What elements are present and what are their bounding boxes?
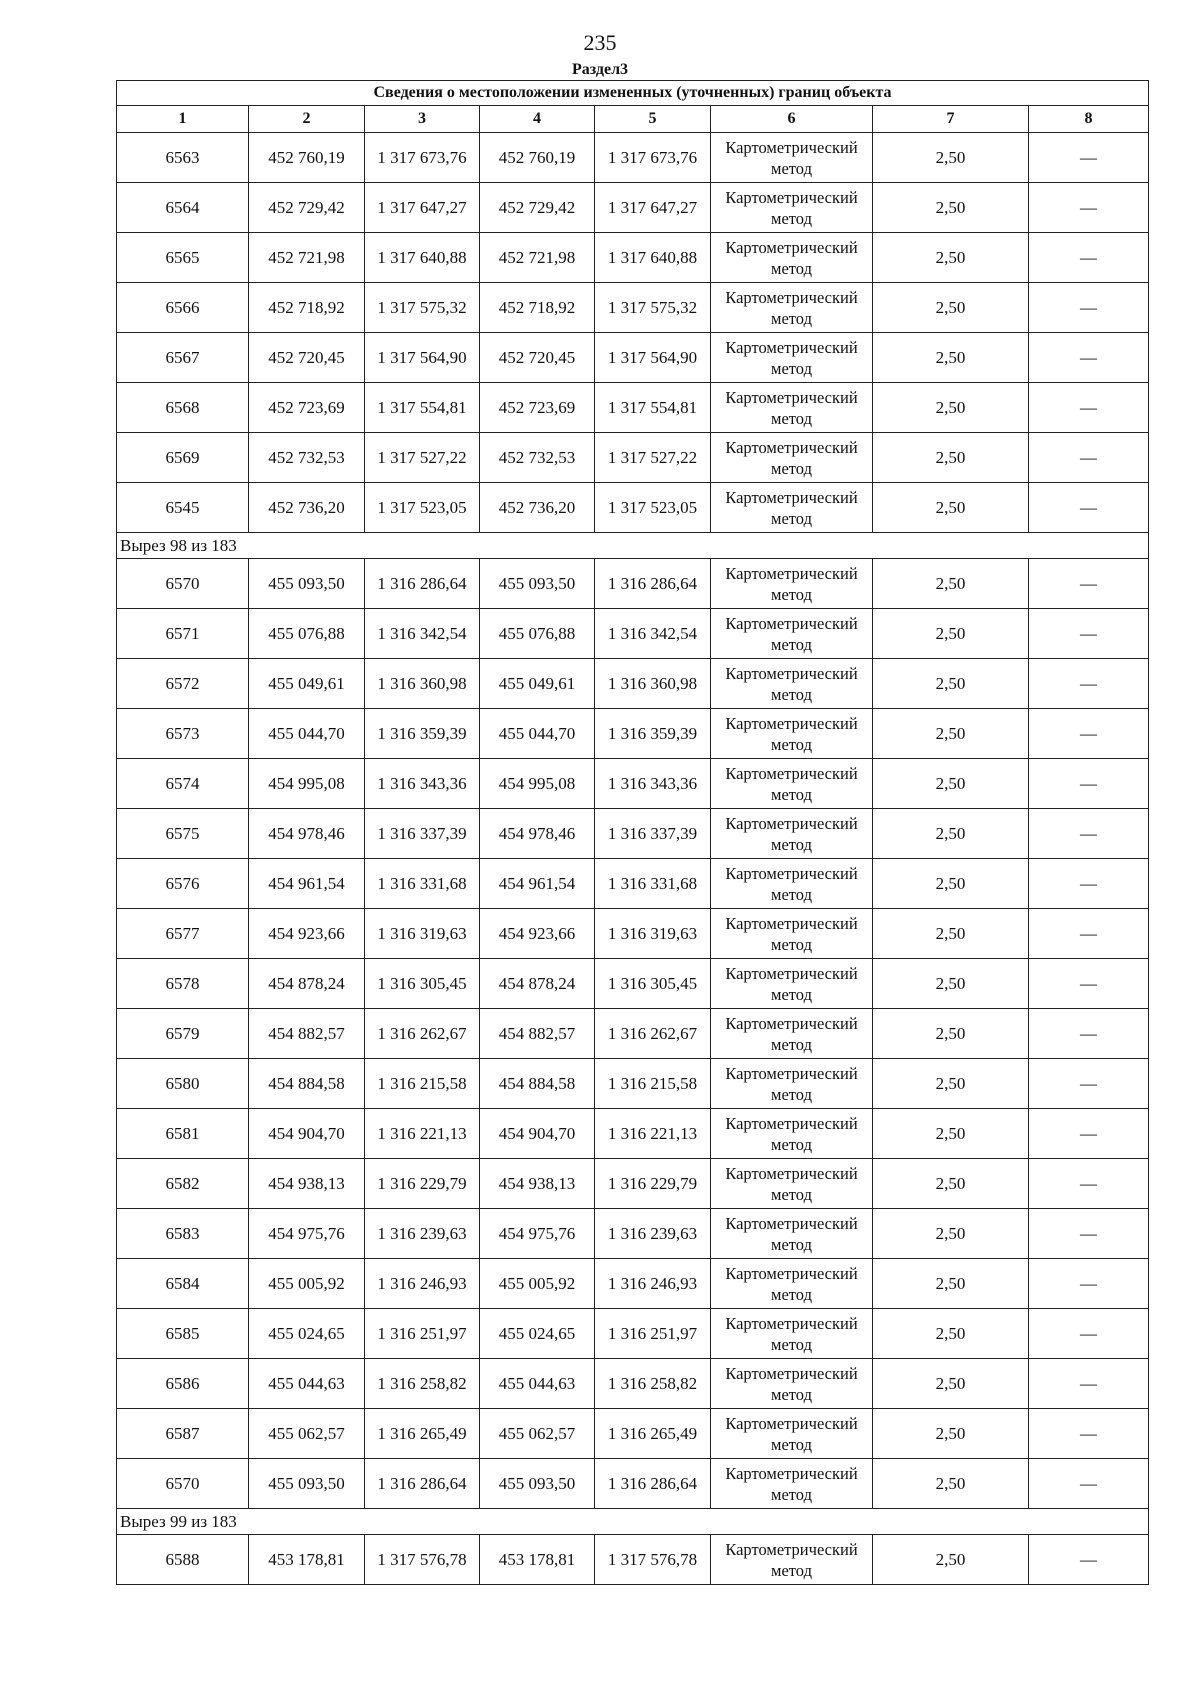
cell-x-old: 454 878,24 bbox=[249, 959, 365, 1009]
cell-accuracy: 2,50 bbox=[873, 909, 1029, 959]
cell-method: Картометрический метод bbox=[711, 1359, 873, 1409]
cutout-label: Вырез 99 из 183 bbox=[117, 1509, 1149, 1535]
cell-y-old: 1 316 239,63 bbox=[365, 1209, 480, 1259]
cell-point-number: 6564 bbox=[117, 183, 249, 233]
cell-accuracy: 2,50 bbox=[873, 659, 1029, 709]
cell-note: — bbox=[1029, 1259, 1149, 1309]
column-header: 6 bbox=[711, 106, 873, 133]
cell-method: Картометрический метод bbox=[711, 383, 873, 433]
cell-method: Картометрический метод bbox=[711, 609, 873, 659]
cell-accuracy: 2,50 bbox=[873, 1409, 1029, 1459]
cell-x-new: 454 961,54 bbox=[480, 859, 595, 909]
cell-y-new: 1 317 527,22 bbox=[595, 433, 711, 483]
cell-x-old: 454 904,70 bbox=[249, 1109, 365, 1159]
cell-x-old: 454 923,66 bbox=[249, 909, 365, 959]
cell-point-number: 6585 bbox=[117, 1309, 249, 1359]
cell-y-new: 1 316 215,58 bbox=[595, 1059, 711, 1109]
table-row bbox=[117, 959, 1149, 1009]
cell-x-new: 454 878,24 bbox=[480, 959, 595, 1009]
cell-x-new: 452 718,92 bbox=[480, 283, 595, 333]
cell-note: — bbox=[1029, 483, 1149, 533]
cell-point-number: 6565 bbox=[117, 233, 249, 283]
cell-point-number: 6582 bbox=[117, 1159, 249, 1209]
cell-note: — bbox=[1029, 1009, 1149, 1059]
cell-accuracy: 2,50 bbox=[873, 1009, 1029, 1059]
cell-accuracy: 2,50 bbox=[873, 1359, 1029, 1409]
page-number: 235 bbox=[583, 30, 617, 55]
cell-y-new: 1 316 258,82 bbox=[595, 1359, 711, 1409]
cell-x-new: 454 938,13 bbox=[480, 1159, 595, 1209]
cell-note: — bbox=[1029, 283, 1149, 333]
cell-y-old: 1 316 343,36 bbox=[365, 759, 480, 809]
cell-x-new: 455 062,57 bbox=[480, 1409, 595, 1459]
cell-y-old: 1 316 342,54 bbox=[365, 609, 480, 659]
cell-y-new: 1 316 360,98 bbox=[595, 659, 711, 709]
cell-x-old: 452 736,20 bbox=[249, 483, 365, 533]
cell-x-new: 455 044,63 bbox=[480, 1359, 595, 1409]
cell-method: Картометрический метод bbox=[711, 333, 873, 383]
table-row bbox=[117, 1209, 1149, 1259]
cell-x-new: 454 882,57 bbox=[480, 1009, 595, 1059]
cell-y-new: 1 316 265,49 bbox=[595, 1409, 711, 1459]
cell-note: — bbox=[1029, 1209, 1149, 1259]
table-row bbox=[117, 1359, 1149, 1409]
cell-note: — bbox=[1029, 1109, 1149, 1159]
cell-y-old: 1 317 523,05 bbox=[365, 483, 480, 533]
table-row bbox=[117, 1159, 1149, 1209]
cell-y-new: 1 317 673,76 bbox=[595, 133, 711, 183]
cell-x-old: 452 721,98 bbox=[249, 233, 365, 283]
cell-point-number: 6583 bbox=[117, 1209, 249, 1259]
cell-x-old: 455 024,65 bbox=[249, 1309, 365, 1359]
cell-method: Картометрический метод bbox=[711, 1259, 873, 1309]
cell-accuracy: 2,50 bbox=[873, 1535, 1029, 1585]
table-row bbox=[117, 609, 1149, 659]
cell-method: Картометрический метод bbox=[711, 759, 873, 809]
cell-point-number: 6579 bbox=[117, 1009, 249, 1059]
cell-accuracy: 2,50 bbox=[873, 959, 1029, 1009]
cell-method: Картометрический метод bbox=[711, 1009, 873, 1059]
cell-x-old: 452 723,69 bbox=[249, 383, 365, 433]
cell-y-old: 1 316 319,63 bbox=[365, 909, 480, 959]
cell-note: — bbox=[1029, 1059, 1149, 1109]
table-row bbox=[117, 759, 1149, 809]
table-caption: Сведения о местоположении измененных (уточненных) границ объекта bbox=[117, 81, 1149, 106]
cell-point-number: 6573 bbox=[117, 709, 249, 759]
cell-x-new: 455 049,61 bbox=[480, 659, 595, 709]
cell-y-new: 1 317 554,81 bbox=[595, 383, 711, 433]
cell-note: — bbox=[1029, 433, 1149, 483]
cell-x-old: 454 978,46 bbox=[249, 809, 365, 859]
table-row bbox=[117, 1009, 1149, 1059]
cell-x-new: 453 178,81 bbox=[480, 1535, 595, 1585]
cell-y-old: 1 316 359,39 bbox=[365, 709, 480, 759]
cell-x-new: 454 884,58 bbox=[480, 1059, 595, 1109]
cell-accuracy: 2,50 bbox=[873, 183, 1029, 233]
cell-accuracy: 2,50 bbox=[873, 559, 1029, 609]
cell-x-new: 452 729,42 bbox=[480, 183, 595, 233]
cell-point-number: 6580 bbox=[117, 1059, 249, 1109]
cell-point-number: 6576 bbox=[117, 859, 249, 909]
cell-point-number: 6563 bbox=[117, 133, 249, 183]
cell-x-new: 454 923,66 bbox=[480, 909, 595, 959]
cell-y-new: 1 316 286,64 bbox=[595, 559, 711, 609]
cell-method: Картометрический метод bbox=[711, 909, 873, 959]
cell-y-new: 1 316 229,79 bbox=[595, 1159, 711, 1209]
cell-y-new: 1 316 262,67 bbox=[595, 1009, 711, 1059]
cell-method: Картометрический метод bbox=[711, 959, 873, 1009]
cell-y-old: 1 316 251,97 bbox=[365, 1309, 480, 1359]
cell-y-old: 1 317 554,81 bbox=[365, 383, 480, 433]
cell-method: Картометрический метод bbox=[711, 659, 873, 709]
column-header: 7 bbox=[873, 106, 1029, 133]
cell-x-new: 455 044,70 bbox=[480, 709, 595, 759]
cell-x-old: 454 884,58 bbox=[249, 1059, 365, 1109]
cell-x-old: 454 995,08 bbox=[249, 759, 365, 809]
cell-point-number: 6574 bbox=[117, 759, 249, 809]
cell-accuracy: 2,50 bbox=[873, 1459, 1029, 1509]
cell-y-new: 1 316 221,13 bbox=[595, 1109, 711, 1159]
cell-y-old: 1 316 229,79 bbox=[365, 1159, 480, 1209]
cell-point-number: 6588 bbox=[117, 1535, 249, 1585]
cell-y-old: 1 317 576,78 bbox=[365, 1535, 480, 1585]
cell-x-old: 452 720,45 bbox=[249, 333, 365, 383]
cell-method: Картометрический метод bbox=[711, 1409, 873, 1459]
cell-method: Картометрический метод bbox=[711, 1159, 873, 1209]
cell-note: — bbox=[1029, 1459, 1149, 1509]
column-header: 3 bbox=[365, 106, 480, 133]
cell-y-old: 1 317 527,22 bbox=[365, 433, 480, 483]
cell-note: — bbox=[1029, 233, 1149, 283]
cell-accuracy: 2,50 bbox=[873, 759, 1029, 809]
cutout-row bbox=[117, 1509, 1149, 1535]
table-row bbox=[117, 709, 1149, 759]
column-header: 5 bbox=[595, 106, 711, 133]
cell-note: — bbox=[1029, 1359, 1149, 1409]
cell-note: — bbox=[1029, 183, 1149, 233]
cell-x-old: 455 049,61 bbox=[249, 659, 365, 709]
cell-method: Картометрический метод bbox=[711, 133, 873, 183]
cell-y-old: 1 317 673,76 bbox=[365, 133, 480, 183]
cell-y-new: 1 317 523,05 bbox=[595, 483, 711, 533]
cell-note: — bbox=[1029, 609, 1149, 659]
cell-y-new: 1 316 331,68 bbox=[595, 859, 711, 909]
cell-point-number: 6577 bbox=[117, 909, 249, 959]
cell-accuracy: 2,50 bbox=[873, 1259, 1029, 1309]
cell-x-old: 452 718,92 bbox=[249, 283, 365, 333]
cell-note: — bbox=[1029, 1535, 1149, 1585]
cell-method: Картометрический метод bbox=[711, 859, 873, 909]
column-header: 2 bbox=[249, 106, 365, 133]
table-row bbox=[117, 1259, 1149, 1309]
section-title: Раздел3 bbox=[571, 61, 629, 78]
cell-note: — bbox=[1029, 759, 1149, 809]
cell-point-number: 6575 bbox=[117, 809, 249, 859]
cell-y-new: 1 316 305,45 bbox=[595, 959, 711, 1009]
cell-accuracy: 2,50 bbox=[873, 383, 1029, 433]
cell-x-old: 455 044,63 bbox=[249, 1359, 365, 1409]
cell-x-old: 455 044,70 bbox=[249, 709, 365, 759]
cell-x-new: 454 904,70 bbox=[480, 1109, 595, 1159]
cell-accuracy: 2,50 bbox=[873, 133, 1029, 183]
cell-point-number: 6569 bbox=[117, 433, 249, 483]
cell-accuracy: 2,50 bbox=[873, 809, 1029, 859]
cell-note: — bbox=[1029, 1309, 1149, 1359]
cell-x-new: 455 076,88 bbox=[480, 609, 595, 659]
table-body bbox=[117, 133, 1149, 1585]
cell-method: Картометрический метод bbox=[711, 283, 873, 333]
cell-y-old: 1 316 258,82 bbox=[365, 1359, 480, 1409]
cell-y-old: 1 316 215,58 bbox=[365, 1059, 480, 1109]
cell-note: — bbox=[1029, 859, 1149, 909]
cell-method: Картометрический метод bbox=[711, 809, 873, 859]
cell-x-new: 454 975,76 bbox=[480, 1209, 595, 1259]
cell-method: Картометрический метод bbox=[711, 233, 873, 283]
cell-y-new: 1 317 564,90 bbox=[595, 333, 711, 383]
cell-x-new: 455 093,50 bbox=[480, 559, 595, 609]
cell-x-new: 452 732,53 bbox=[480, 433, 595, 483]
cutout-row bbox=[117, 533, 1149, 559]
table-row bbox=[117, 183, 1149, 233]
cell-y-new: 1 316 251,97 bbox=[595, 1309, 711, 1359]
table-row bbox=[117, 1409, 1149, 1459]
cutout-label: Вырез 98 из 183 bbox=[117, 533, 1149, 559]
column-header-row bbox=[117, 106, 1149, 133]
cell-y-old: 1 316 331,68 bbox=[365, 859, 480, 909]
coordinates-table bbox=[116, 80, 1149, 1585]
cell-note: — bbox=[1029, 909, 1149, 959]
cell-note: — bbox=[1029, 133, 1149, 183]
cell-accuracy: 2,50 bbox=[873, 1209, 1029, 1259]
cell-accuracy: 2,50 bbox=[873, 1309, 1029, 1359]
cell-x-old: 453 178,81 bbox=[249, 1535, 365, 1585]
table-row bbox=[117, 1309, 1149, 1359]
cell-y-old: 1 317 575,32 bbox=[365, 283, 480, 333]
column-header: 4 bbox=[480, 106, 595, 133]
cell-x-old: 455 062,57 bbox=[249, 1409, 365, 1459]
cell-note: — bbox=[1029, 559, 1149, 609]
cell-y-new: 1 316 343,36 bbox=[595, 759, 711, 809]
table-row bbox=[117, 383, 1149, 433]
cell-y-new: 1 317 640,88 bbox=[595, 233, 711, 283]
table-row bbox=[117, 809, 1149, 859]
cell-y-old: 1 317 564,90 bbox=[365, 333, 480, 383]
cell-note: — bbox=[1029, 1409, 1149, 1459]
cell-point-number: 6578 bbox=[117, 959, 249, 1009]
cell-x-old: 454 975,76 bbox=[249, 1209, 365, 1259]
cell-accuracy: 2,50 bbox=[873, 709, 1029, 759]
cell-point-number: 6570 bbox=[117, 1459, 249, 1509]
cell-x-old: 455 093,50 bbox=[249, 559, 365, 609]
table-row bbox=[117, 283, 1149, 333]
cell-method: Картометрический метод bbox=[711, 1459, 873, 1509]
cell-method: Картометрический метод bbox=[711, 1209, 873, 1259]
cell-y-old: 1 317 647,27 bbox=[365, 183, 480, 233]
cell-method: Картометрический метод bbox=[711, 559, 873, 609]
table-row bbox=[117, 1109, 1149, 1159]
cell-method: Картометрический метод bbox=[711, 709, 873, 759]
cell-x-new: 455 093,50 bbox=[480, 1459, 595, 1509]
cell-y-new: 1 317 576,78 bbox=[595, 1535, 711, 1585]
cell-point-number: 6566 bbox=[117, 283, 249, 333]
cell-method: Картометрический метод bbox=[711, 483, 873, 533]
cell-y-new: 1 316 342,54 bbox=[595, 609, 711, 659]
cell-method: Картометрический метод bbox=[711, 1309, 873, 1359]
cell-accuracy: 2,50 bbox=[873, 483, 1029, 533]
cell-point-number: 6581 bbox=[117, 1109, 249, 1159]
cell-accuracy: 2,50 bbox=[873, 1059, 1029, 1109]
cell-x-old: 452 760,19 bbox=[249, 133, 365, 183]
cell-accuracy: 2,50 bbox=[873, 1109, 1029, 1159]
cell-x-old: 452 729,42 bbox=[249, 183, 365, 233]
cell-method: Картометрический метод bbox=[711, 433, 873, 483]
table-row bbox=[117, 659, 1149, 709]
table-row bbox=[117, 483, 1149, 533]
cell-y-old: 1 317 640,88 bbox=[365, 233, 480, 283]
cell-point-number: 6587 bbox=[117, 1409, 249, 1459]
cell-y-new: 1 316 359,39 bbox=[595, 709, 711, 759]
cell-y-old: 1 316 305,45 bbox=[365, 959, 480, 1009]
cell-note: — bbox=[1029, 709, 1149, 759]
cell-point-number: 6568 bbox=[117, 383, 249, 433]
cell-y-new: 1 317 647,27 bbox=[595, 183, 711, 233]
cell-point-number: 6570 bbox=[117, 559, 249, 609]
cell-x-old: 454 961,54 bbox=[249, 859, 365, 909]
cell-y-old: 1 316 286,64 bbox=[365, 559, 480, 609]
cell-y-new: 1 316 319,63 bbox=[595, 909, 711, 959]
table-row bbox=[117, 333, 1149, 383]
cell-note: — bbox=[1029, 333, 1149, 383]
cell-x-new: 454 978,46 bbox=[480, 809, 595, 859]
cell-note: — bbox=[1029, 383, 1149, 433]
cell-point-number: 6572 bbox=[117, 659, 249, 709]
cell-x-old: 455 005,92 bbox=[249, 1259, 365, 1309]
cell-accuracy: 2,50 bbox=[873, 609, 1029, 659]
cell-x-new: 452 723,69 bbox=[480, 383, 595, 433]
cell-point-number: 6586 bbox=[117, 1359, 249, 1409]
cell-accuracy: 2,50 bbox=[873, 333, 1029, 383]
table-row bbox=[117, 1459, 1149, 1509]
cell-y-old: 1 316 286,64 bbox=[365, 1459, 480, 1509]
table-caption-row bbox=[117, 81, 1149, 106]
cell-y-new: 1 316 246,93 bbox=[595, 1259, 711, 1309]
cell-x-new: 452 760,19 bbox=[480, 133, 595, 183]
cell-point-number: 6567 bbox=[117, 333, 249, 383]
table-row bbox=[117, 233, 1149, 283]
cell-y-old: 1 316 246,93 bbox=[365, 1259, 480, 1309]
table-row bbox=[117, 859, 1149, 909]
cell-method: Картометрический метод bbox=[711, 1535, 873, 1585]
cell-y-old: 1 316 262,67 bbox=[365, 1009, 480, 1059]
cell-note: — bbox=[1029, 659, 1149, 709]
cell-x-new: 452 721,98 bbox=[480, 233, 595, 283]
cell-x-old: 454 882,57 bbox=[249, 1009, 365, 1059]
column-header: 8 bbox=[1029, 106, 1149, 133]
cell-note: — bbox=[1029, 809, 1149, 859]
table-row bbox=[117, 909, 1149, 959]
cell-y-new: 1 316 286,64 bbox=[595, 1459, 711, 1509]
cell-point-number: 6584 bbox=[117, 1259, 249, 1309]
column-header: 1 bbox=[117, 106, 249, 133]
cell-y-old: 1 316 265,49 bbox=[365, 1409, 480, 1459]
cell-x-new: 452 720,45 bbox=[480, 333, 595, 383]
cell-x-new: 452 736,20 bbox=[480, 483, 595, 533]
table-row bbox=[117, 133, 1149, 183]
cell-point-number: 6545 bbox=[117, 483, 249, 533]
cell-x-new: 454 995,08 bbox=[480, 759, 595, 809]
cell-y-old: 1 316 337,39 bbox=[365, 809, 480, 859]
table-row bbox=[117, 559, 1149, 609]
table-row bbox=[117, 1535, 1149, 1585]
cell-y-old: 1 316 360,98 bbox=[365, 659, 480, 709]
cell-accuracy: 2,50 bbox=[873, 859, 1029, 909]
cell-y-old: 1 316 221,13 bbox=[365, 1109, 480, 1159]
cell-x-old: 455 093,50 bbox=[249, 1459, 365, 1509]
cell-y-new: 1 316 337,39 bbox=[595, 809, 711, 859]
cell-x-new: 455 005,92 bbox=[480, 1259, 595, 1309]
cell-method: Картометрический метод bbox=[711, 1059, 873, 1109]
cell-note: — bbox=[1029, 959, 1149, 1009]
cell-accuracy: 2,50 bbox=[873, 433, 1029, 483]
table-row bbox=[117, 1059, 1149, 1109]
cell-accuracy: 2,50 bbox=[873, 283, 1029, 333]
cell-x-old: 455 076,88 bbox=[249, 609, 365, 659]
cell-accuracy: 2,50 bbox=[873, 1159, 1029, 1209]
cell-accuracy: 2,50 bbox=[873, 233, 1029, 283]
cell-method: Картометрический метод bbox=[711, 183, 873, 233]
cell-method: Картометрический метод bbox=[711, 1109, 873, 1159]
cell-y-new: 1 316 239,63 bbox=[595, 1209, 711, 1259]
cell-x-new: 455 024,65 bbox=[480, 1309, 595, 1359]
cell-x-old: 452 732,53 bbox=[249, 433, 365, 483]
cell-note: — bbox=[1029, 1159, 1149, 1209]
cell-point-number: 6571 bbox=[117, 609, 249, 659]
cell-y-new: 1 317 575,32 bbox=[595, 283, 711, 333]
cell-x-old: 454 938,13 bbox=[249, 1159, 365, 1209]
table-row bbox=[117, 433, 1149, 483]
